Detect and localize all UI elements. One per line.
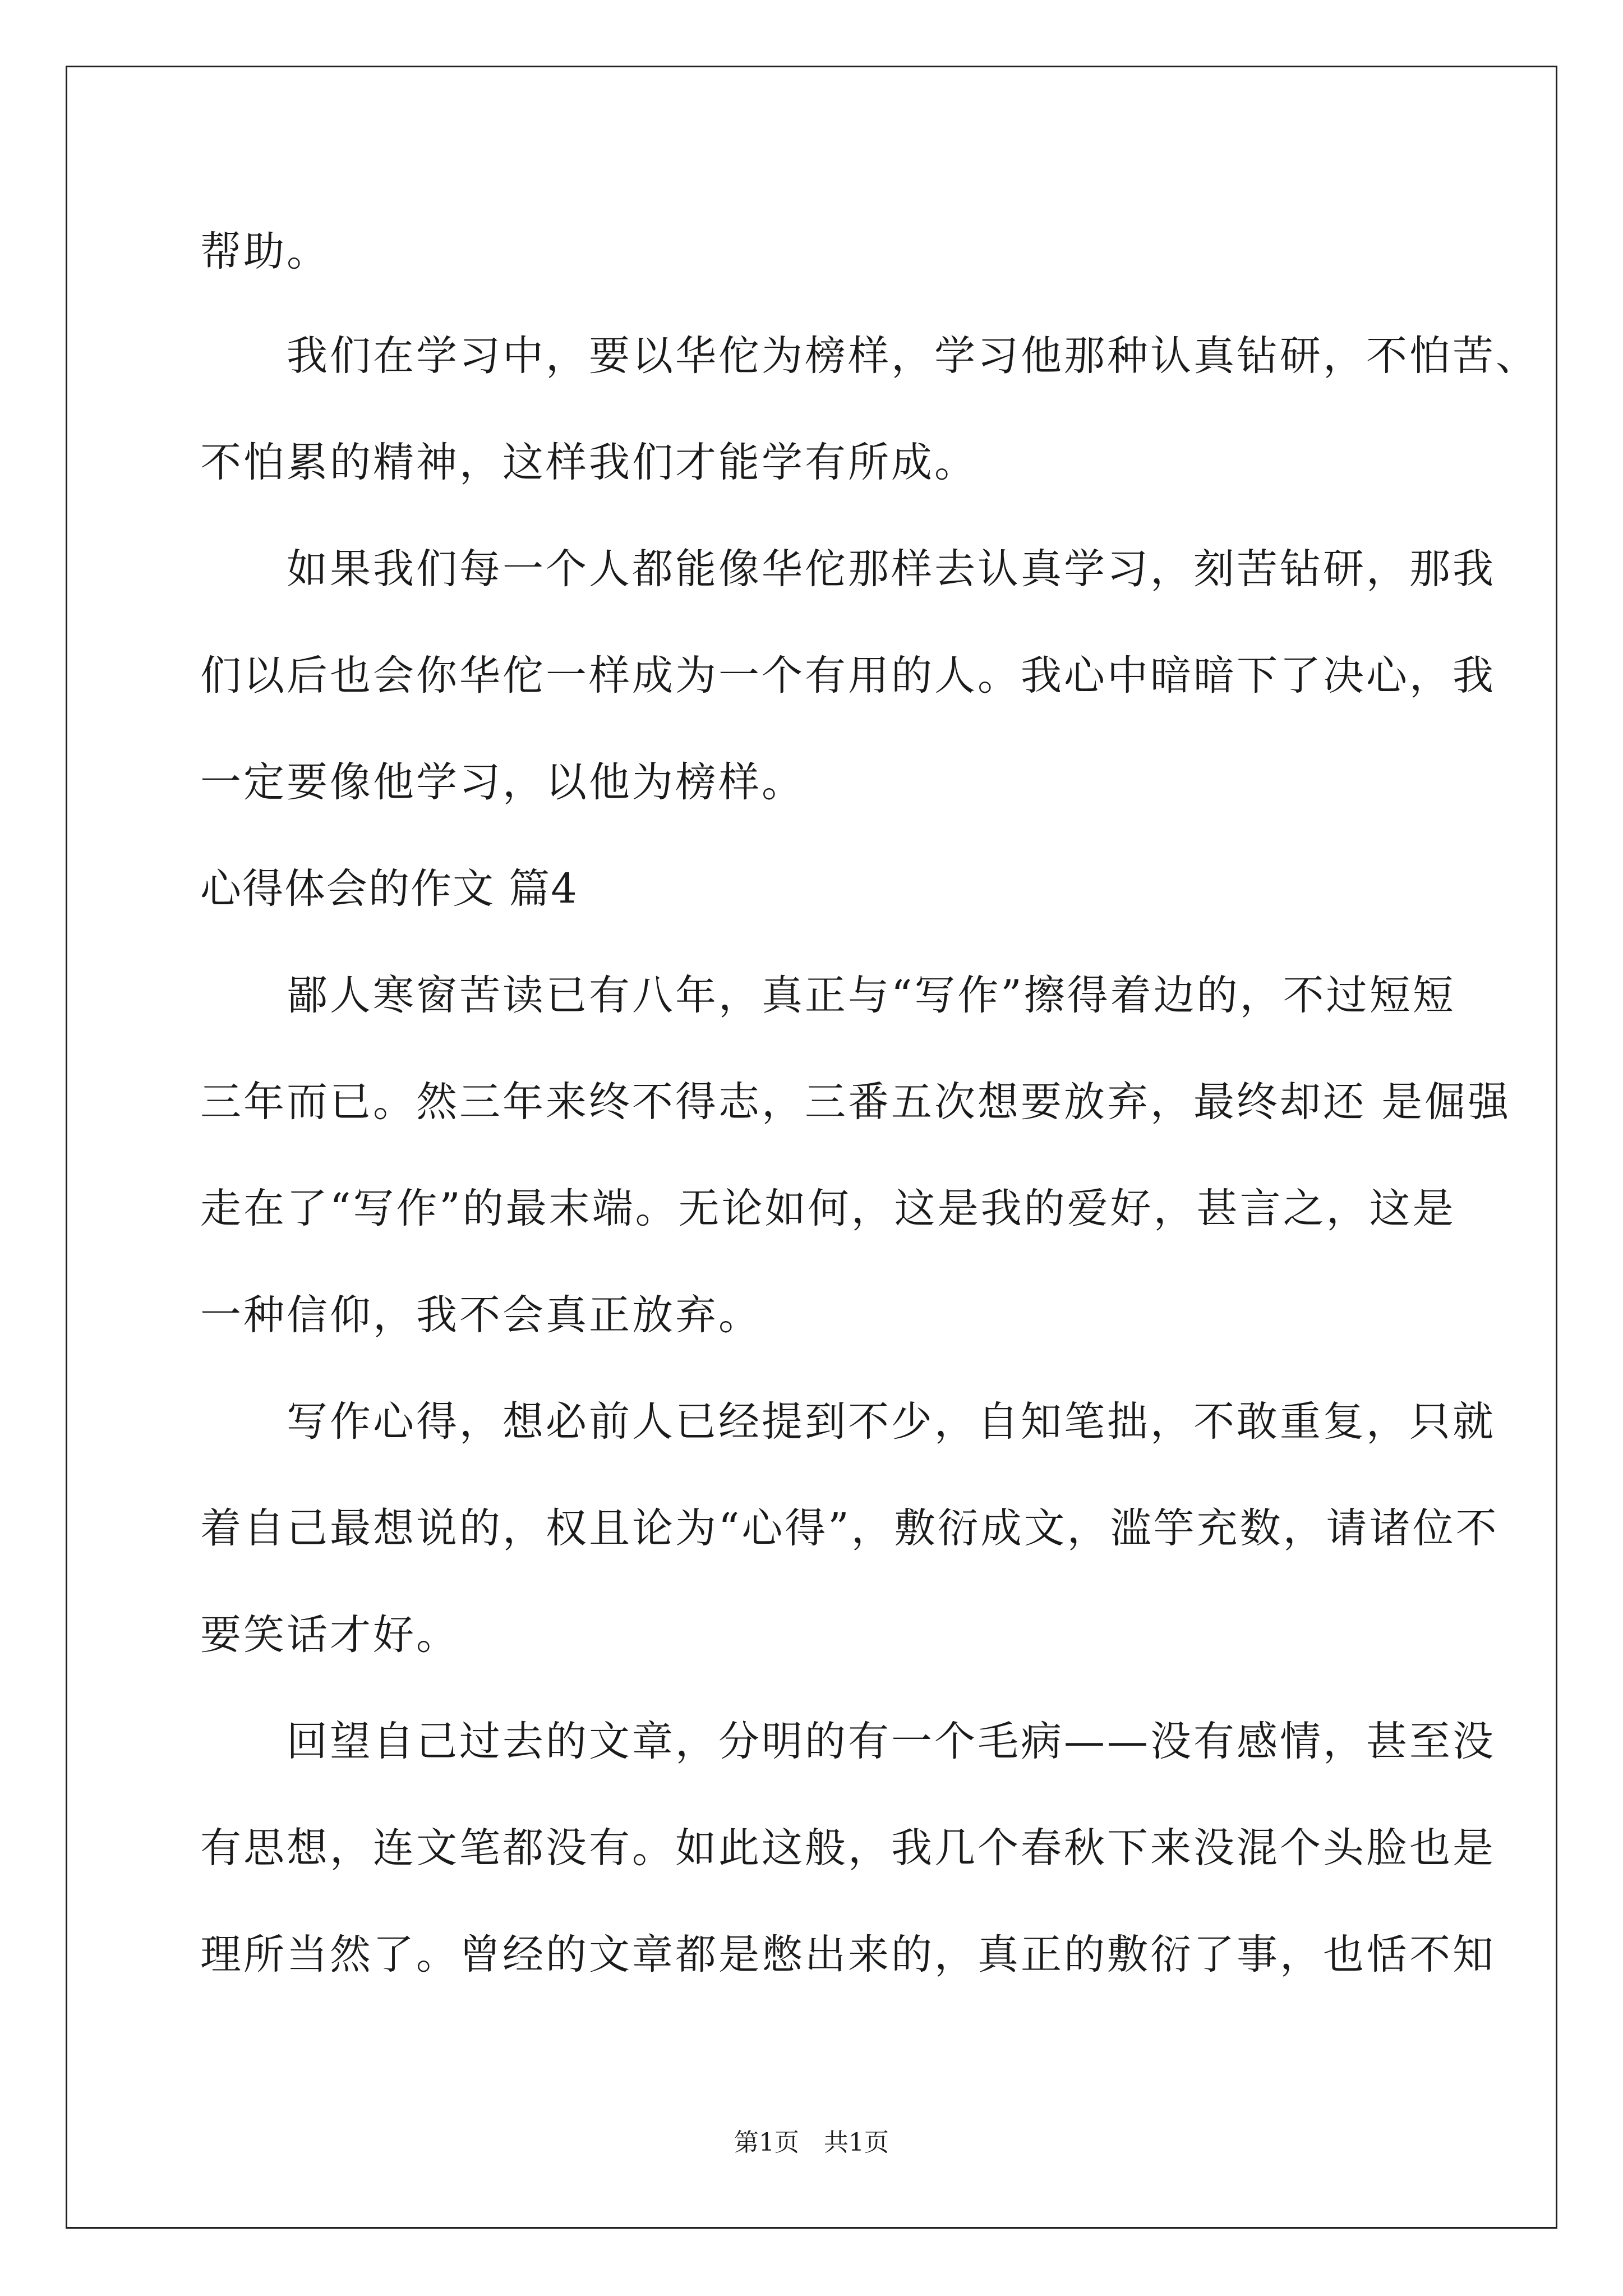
section-heading: 心得体会的作文 篇4 xyxy=(200,865,578,913)
text-line: 走在了“写作”的最末端。无论如何，这是我的爱好，甚言之，这是 xyxy=(200,1185,1456,1232)
text-line: 我们在学习中，要以华佗为榜样，学习他那种认真钻研，不怕苦、 xyxy=(200,332,1539,380)
text-line: 有思想，连文笔都没有。如此这般，我几个春秋下来没混个头脸也是 xyxy=(200,1824,1496,1872)
text-line: 要笑话才好。 xyxy=(200,1611,459,1659)
text-line: 一种信仰，我不会真正放弃。 xyxy=(200,1291,762,1339)
text-line: 们以后也会你华佗一样成为一个有用的人。我心中暗暗下了决心，我 xyxy=(200,652,1496,700)
text-line: 鄙人寒窗苦读已有八年，真正与“写作”擦得着边的，不过短短 xyxy=(200,972,1456,1019)
text-line: 着自己最想说的，权且论为“心得”，敷衍成文，滥竽充数，请诸位不 xyxy=(200,1504,1499,1552)
text-line: 不怕累的精神，这样我们才能学有所成。 xyxy=(200,439,978,486)
text-line: 三年而已。然三年来终不得志，三番五次想要放弃，最终却还 是倔强 xyxy=(200,1078,1511,1126)
text-line: 写作心得，想必前人已经提到不少，自知笔拙，不敢重复，只就 xyxy=(200,1398,1496,1446)
text-line: 理所当然了。曾经的文章都是憋出来的，真正的敷衍了事，也恬不知 xyxy=(200,1931,1496,1978)
text-line: 一定要像他学习，以他为榜样。 xyxy=(200,758,805,806)
text-line: 如果我们每一个人都能像华佗那样去认真学习，刻苦钻研，那我 xyxy=(200,545,1496,593)
text-line: 帮助。 xyxy=(200,228,330,275)
page-footer: 第1页 共1页 xyxy=(734,2128,889,2157)
page-border xyxy=(66,66,1557,2229)
text-line: 回望自己过去的文章，分明的有一个毛病——没有感情，甚至没 xyxy=(200,1718,1496,1765)
